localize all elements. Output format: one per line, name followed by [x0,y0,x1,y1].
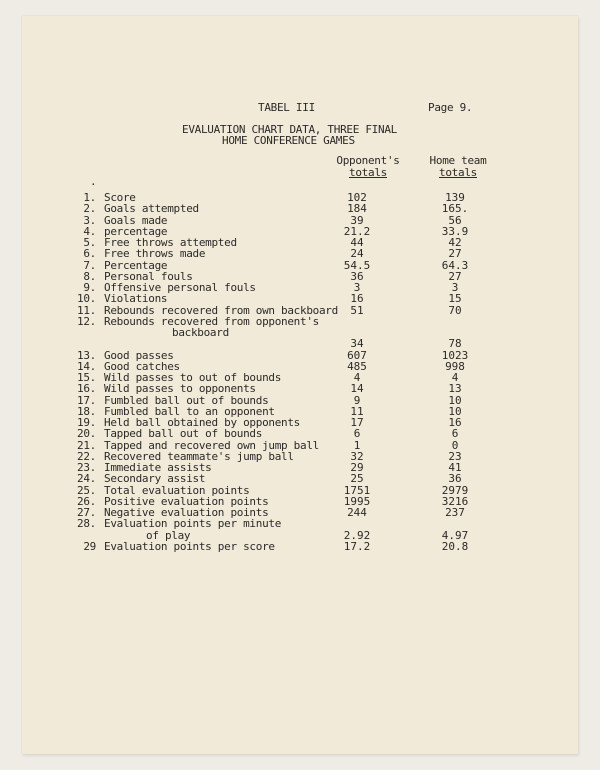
table-label: TABEL III [258,101,315,114]
row-number: 12. [77,314,96,328]
row-label: Positive evaluation points [104,494,269,508]
row-label: Percentage [104,258,168,272]
row-label: Rebounds recovered from opponent's [104,314,319,328]
opponent-header-line-2: totals [349,166,387,179]
row-label-continuation: backboard [172,326,229,339]
opponent-value: 11 [350,404,364,418]
row-label: Secondary assist [104,472,206,486]
home-value: 78 [448,337,462,351]
home-value: 0 [451,438,459,452]
row-label: Personal fouls [104,269,193,283]
row-number: 8. [83,269,96,283]
opponent-value: 9 [353,393,361,407]
row-number: 15. [77,371,96,384]
title-line-2: HOME CONFERENCE GAMES [222,134,355,147]
home-value: 165. [441,202,469,216]
home-header-line-2: totals [439,166,477,179]
lead-mark: . [90,175,97,188]
opponent-value: 607 [347,348,367,362]
row-label: Violations [104,292,168,306]
row-label: Tapped ball out of bounds [104,427,263,441]
row-number: 25. [77,483,96,497]
opponent-value: 244 [347,506,367,519]
row-number: 9. [83,281,96,294]
home-value: 56 [448,213,462,227]
row-label: Held ball obtained by opponents [104,416,300,429]
row-number: 16. [77,382,96,396]
row-label-continuation: of play [146,528,191,542]
row-number: 10. [77,292,96,306]
row-label: Wild passes to out of bounds [104,371,282,384]
row-number: 7. [83,258,96,272]
home-value: 42 [448,236,462,249]
opponent-value: 25 [350,472,364,486]
home-value: 20.8 [441,539,469,553]
row-label: Negative evaluation points [104,506,269,519]
home-value: 3216 [441,494,469,508]
row-label: Fumbled ball to an opponent [104,404,275,418]
row-label: Fumbled ball out of bounds [104,393,269,407]
opponent-value: 24 [350,247,364,261]
home-value: 23 [448,449,462,463]
row-label: Recovered teammate's jump ball [104,449,294,463]
row-number: 27. [77,506,96,519]
home-value: 15 [448,292,462,306]
row-number: 20. [77,427,96,441]
row-label: Evaluation points per score [104,539,275,553]
row-number: 24. [77,472,96,486]
row-number: 1. [83,191,96,204]
row-number: 28. [77,517,96,531]
home-value: 10 [448,404,462,418]
row-label: Goals attempted [104,202,199,216]
opponent-value: 16 [350,292,364,306]
opponent-value: 485 [347,359,367,373]
row-label: Total evaluation points [104,483,250,497]
row-number: 26. [77,494,96,508]
opponent-value: 1995 [343,494,371,508]
row-number: 19. [77,416,96,429]
opponent-value: 1 [353,438,361,452]
home-value: 3 [451,281,459,294]
row-label: Tapped and recovered own jump ball [104,438,319,452]
row-label: Goals made [104,213,168,227]
row-label: Good catches [104,359,180,373]
opponent-value: 44 [350,236,364,249]
opponent-value: 36 [350,269,364,283]
table-row [22,518,578,530]
title-line-1: EVALUATION CHART DATA, THREE FINAL [182,123,397,136]
table-row-continuation [22,327,578,339]
opponent-value: 34 [350,337,364,351]
row-number: 17. [77,393,96,407]
opponent-value: 2.92 [343,528,371,542]
home-value: 998 [445,359,465,373]
home-value: 237 [445,506,465,519]
row-number: 29 [83,539,96,553]
row-number: 18. [77,404,96,418]
opponent-value: 14 [350,382,364,396]
opponent-value: 39 [350,213,364,227]
home-value: 2979 [441,483,469,497]
row-number: 4. [83,224,96,238]
opponent-value: 17.2 [343,539,371,553]
row-label: Good passes [104,348,174,362]
home-value: 13 [448,382,462,396]
row-number: 21. [77,438,96,452]
home-header-line-1: Home team [429,154,487,167]
opponent-value: 17 [350,416,364,429]
opponent-value: 54.5 [343,258,371,272]
row-number: 11. [77,303,96,317]
row-label: Score [104,191,136,204]
home-value: 64.3 [441,258,469,272]
home-value: 16 [448,416,462,429]
opponent-value: 21.2 [343,224,371,238]
opponent-value: 29 [350,461,364,474]
opponent-value: 102 [347,191,367,204]
home-value: 4 [451,371,459,384]
opponent-value: 32 [350,449,364,463]
page-number: Page 9. [428,101,473,114]
opponent-value: 1751 [343,483,371,497]
row-number: 14. [77,359,96,373]
row-label: Offensive personal fouls [104,281,256,294]
opponent-value: 3 [353,281,361,294]
home-value: 6 [451,427,459,441]
row-label: Wild passes to opponents [104,382,256,396]
row-label: Immediate assists [104,461,212,474]
row-label: Free throws attempted [104,236,237,249]
home-value: 4.97 [441,528,469,542]
home-value: 1023 [441,348,469,362]
row-number: 2. [83,202,96,216]
home-value: 70 [448,303,462,317]
opponent-value: 4 [353,371,361,384]
table-row [22,316,578,328]
row-label: Rebounds recovered from own backboard [104,303,338,317]
home-value: 27 [448,269,462,283]
row-number: 5. [83,236,96,249]
row-number: 13. [77,348,96,362]
opponent-value: 184 [347,202,367,216]
home-value: 27 [448,247,462,261]
document-page [22,16,578,754]
row-number: 23. [77,461,96,474]
opponent-value: 6 [353,427,361,441]
home-value: 139 [445,191,465,204]
row-number: 6. [83,247,96,261]
row-values [22,541,578,553]
row-number: 22. [77,449,96,463]
row-number: 3. [83,213,96,227]
row-label: Free throws made [104,247,206,261]
row-label: Evaluation points per minute [104,517,282,531]
home-value: 36 [448,472,462,486]
home-value: 33.9 [441,224,469,238]
opponent-header-line-1: Opponent's [336,154,400,167]
home-value: 10 [448,393,462,407]
row-label: percentage [104,224,168,238]
home-value: 41 [448,461,462,474]
opponent-value: 51 [350,303,364,317]
